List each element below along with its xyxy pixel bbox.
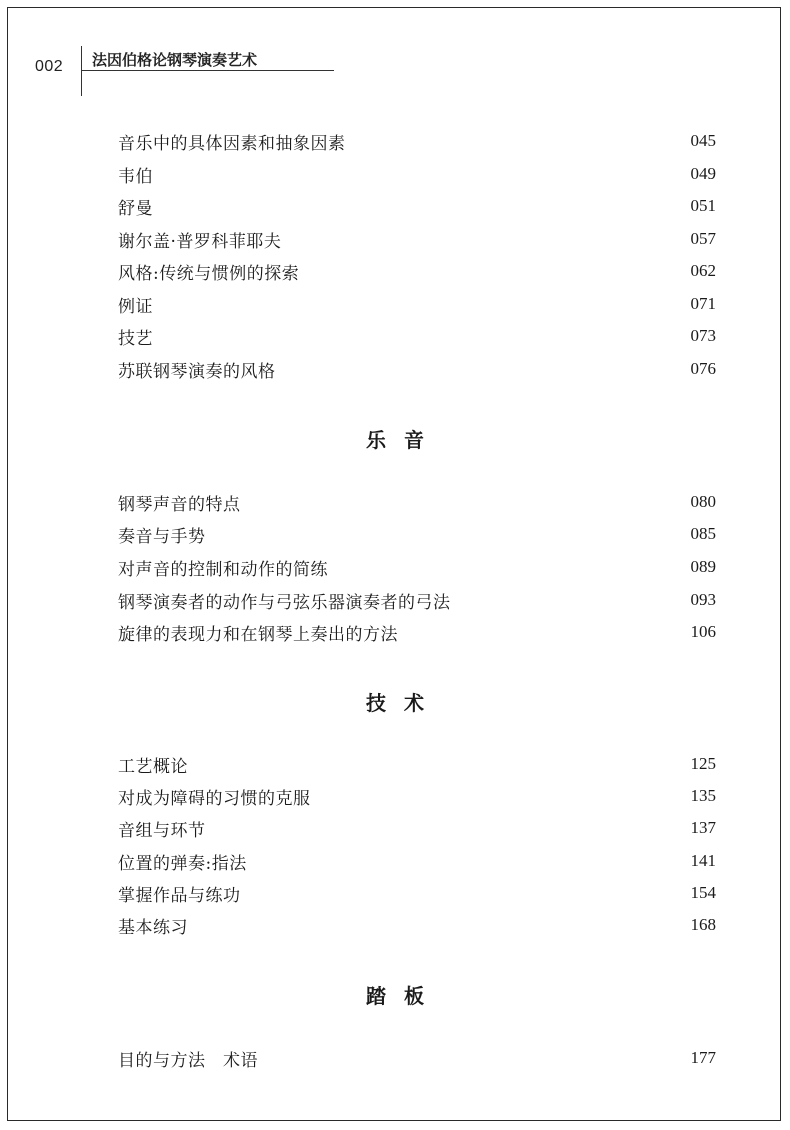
toc-entry[interactable] (118, 1043, 716, 1073)
toc-entry-title: 奏音与手势 (118, 526, 206, 547)
toc-entry[interactable] (118, 159, 716, 189)
toc-entry-title: 目的与方法 术语 (118, 1050, 258, 1071)
toc-entry-title: 例证 (118, 296, 153, 317)
toc-entry-title: 位置的弹奏:指法 (118, 853, 247, 874)
section-heading: 踏板 (366, 984, 442, 1008)
toc-entry-title: 旋律的表现力和在钢琴上奏出的方法 (118, 624, 398, 645)
toc-entry-title: 掌握作品与练功 (118, 885, 241, 906)
toc-entry-title: 风格:传统与惯例的探索 (118, 263, 300, 284)
toc-entry-title: 技艺 (118, 328, 153, 349)
toc-entry-title: 韦伯 (118, 166, 153, 187)
running-header-book-title: 法因伯格论钢琴演奏艺术 (92, 51, 258, 69)
toc-entry[interactable] (118, 224, 716, 254)
toc-entry-page: 154 (690, 883, 716, 902)
toc-entry-page: 137 (690, 818, 716, 837)
toc-entry-title: 对成为障碍的习惯的克服 (118, 788, 311, 809)
toc-entry[interactable] (118, 289, 716, 319)
toc-entry-page: 177 (690, 1048, 716, 1067)
page-number: 002 (35, 58, 64, 75)
toc-entry[interactable] (118, 878, 716, 908)
toc-entry-page: 141 (690, 851, 716, 870)
toc-entry[interactable] (118, 552, 716, 582)
section-heading: 乐音 (366, 428, 442, 452)
toc-entry-title: 对声音的控制和动作的简练 (118, 559, 328, 580)
toc-entry[interactable] (118, 846, 716, 876)
toc-entry[interactable] (118, 910, 716, 940)
toc-entry-page: 135 (690, 786, 716, 805)
toc-entry-page: 073 (690, 326, 716, 345)
toc-entry-page: 045 (690, 131, 716, 150)
toc-entry[interactable] (118, 519, 716, 549)
toc-entry-page: 093 (690, 590, 716, 609)
toc-entry-page: 049 (690, 164, 716, 183)
toc-entry-page: 168 (690, 915, 716, 934)
toc-entry-title: 舒曼 (118, 198, 153, 219)
toc-entry-page: 089 (690, 557, 716, 576)
toc-entry-page: 062 (690, 261, 716, 280)
toc-entry-page: 125 (690, 754, 716, 773)
toc-entry-title: 工艺概论 (118, 756, 188, 777)
toc-entry-title: 音乐中的具体因素和抽象因素 (118, 133, 346, 154)
toc-entry-page: 080 (690, 492, 716, 511)
toc-entry[interactable] (118, 321, 716, 351)
toc-entry[interactable] (118, 585, 716, 615)
toc-entry[interactable] (118, 749, 716, 779)
toc-entry[interactable] (118, 781, 716, 811)
toc-entry-title: 谢尔盖·普罗科菲耶夫 (118, 231, 282, 252)
section-heading: 技术 (366, 691, 442, 715)
toc-entry[interactable] (118, 191, 716, 221)
toc-entry-page: 071 (690, 294, 716, 313)
toc-entry-page: 051 (690, 196, 716, 215)
toc-entry-title: 基本练习 (118, 917, 188, 938)
toc-entry-page: 057 (690, 229, 716, 248)
toc-entry[interactable] (118, 126, 716, 156)
toc-entry-page: 076 (690, 359, 716, 378)
toc-entry-title: 音组与环节 (118, 820, 206, 841)
toc-entry-page: 106 (690, 622, 716, 641)
toc-entry-page: 085 (690, 524, 716, 543)
toc-entry[interactable] (118, 617, 716, 647)
toc-entry[interactable] (118, 354, 716, 384)
toc-entry[interactable] (118, 256, 716, 286)
toc-entry[interactable] (118, 487, 716, 517)
toc-entry-title: 钢琴演奏者的动作与弓弦乐器演奏者的弓法 (118, 592, 451, 613)
toc-entry[interactable] (118, 813, 716, 843)
toc-entry-title: 钢琴声音的特点 (118, 494, 241, 515)
toc-entry-title: 苏联钢琴演奏的风格 (118, 361, 276, 382)
